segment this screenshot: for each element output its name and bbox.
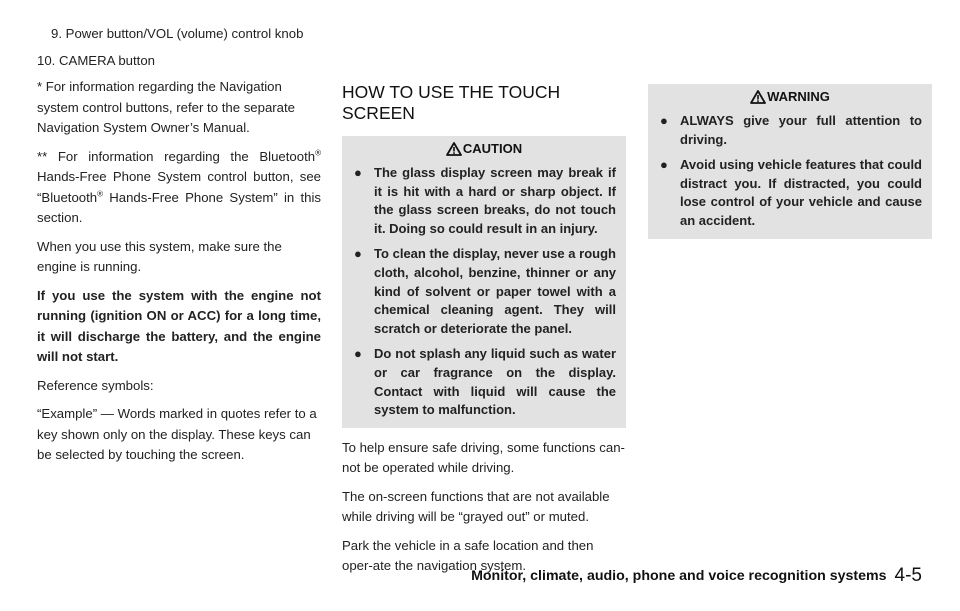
page-number: 4-5 (894, 565, 922, 586)
safe-driving-paragraph: To help ensure safe driving, some functions can-not be operated while driving. (342, 439, 625, 476)
list-item-9: 9. Power button/VOL (volume) control knob (51, 26, 304, 41)
warning-title: WARNING (658, 84, 922, 108)
list-item: ● To clean the display, never use a rough cloth, alcohol, benzine, thinner or any kind of solvent or paper towel with a chemical cleaning agent. They will scratch or deteriorate the panel. (354, 246, 616, 336)
section-heading: HOW TO USE THE TOUCH SCREEN (342, 82, 561, 123)
warning-triangle-icon (750, 90, 766, 104)
page-footer (471, 565, 922, 587)
grayed-out-paragraph: The on-screen functions that are not available while driving will be “grayed out” or muted. (342, 488, 610, 525)
warning-list (658, 112, 922, 231)
battery-warning-text: If you use the system with the engine not running (ignition ON or ACC) for a long time, it will discharge the battery, and the engine will not start. (37, 287, 321, 364)
bluetooth-note: ** For information regarding the Bluetooth® Hands-Free Phone System control button, see “Bluetooth® Hands-Free Phone System” in this section. (37, 148, 321, 225)
list-item: ● Avoid using vehicle features that could distract you. If distracted, you could lose control of your vehicle and cause an accident. (660, 157, 922, 228)
list-item: ● ALWAYS give your full attention to driving. (660, 113, 922, 147)
caution-box (342, 136, 626, 428)
example-description: “Example” — Words marked in quotes refer to a key shown only on the display. These keys can be selected by touching the screen. (37, 406, 317, 462)
right-column (648, 84, 932, 239)
reference-symbols-label: Reference symbols: (37, 377, 154, 393)
navigation-note: * For information regarding the Navigation system control buttons, refer to the separate Navigation System Owner’s Manual. (37, 79, 296, 135)
caution-list (352, 164, 616, 420)
park-vehicle-paragraph: Park the vehicle in a safe location and then oper-ate the navigation system. (342, 537, 594, 574)
engine-note: When you use this system, make sure the engine is running. (37, 238, 282, 274)
warning-box (648, 84, 932, 239)
warning-triangle-icon (446, 142, 462, 156)
section-title: Monitor, climate, audio, phone and voice recognition systems (471, 568, 887, 584)
caution-title: CAUTION (352, 136, 616, 160)
list-item: ● The glass display screen may break if it is hit with a hard or sharp object. If the glass screen breaks, do not touch it. Doing so could result in an injury. (354, 165, 616, 236)
list-item-10: 10. CAMERA button (37, 52, 156, 68)
middle-column (342, 82, 626, 585)
list-item: ● Do not splash any liquid such as water or car fragrance on the display. Contact with liquid will cause the system to malfunction. (354, 346, 616, 418)
left-column (37, 24, 321, 474)
